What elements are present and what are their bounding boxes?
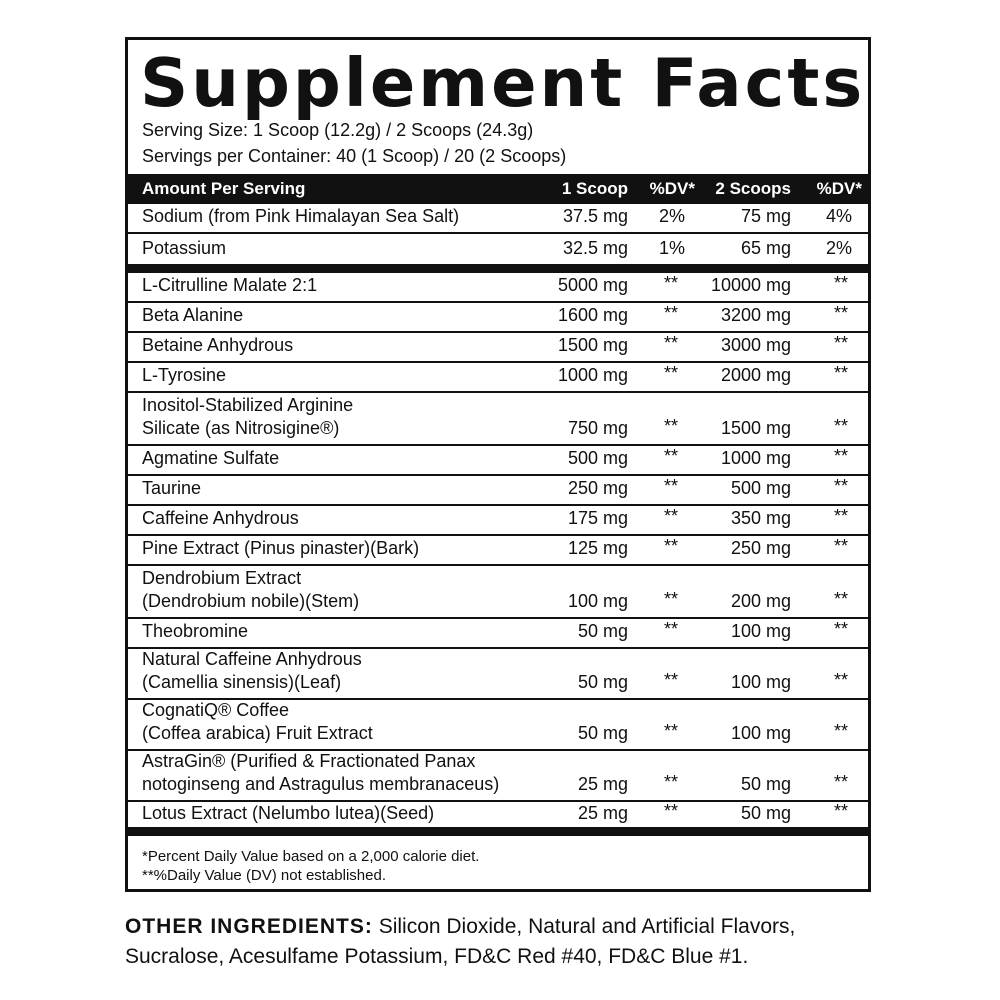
dv-1-scoop: 2% <box>658 206 685 226</box>
table-row <box>128 333 868 363</box>
ingredient-name: Pine Extract (Pinus pinaster)(Bark) <box>142 538 420 558</box>
dv-2-scoops: ** <box>833 363 848 383</box>
amount-1-scoop: 32.5 mg <box>562 238 628 258</box>
table-row <box>128 506 868 536</box>
table-header <box>128 174 868 204</box>
header-amount-per-serving: Amount Per Serving <box>142 179 306 198</box>
dv-1-scoop: ** <box>663 801 678 821</box>
dv-2-scoops: ** <box>833 506 848 526</box>
dv-1-scoop: ** <box>663 772 678 792</box>
table-row <box>128 273 868 303</box>
dv-2-scoops: 2% <box>825 238 852 258</box>
ingredient-name: Potassium <box>142 238 227 258</box>
ingredient-name: Caffeine Anhydrous <box>142 508 299 528</box>
amount-2-scoops: 350 mg <box>730 508 791 528</box>
header-dv-1: %DV* <box>649 179 695 198</box>
dv-1-scoop: ** <box>663 589 678 609</box>
supplement-facts-panel <box>125 37 871 892</box>
table-row <box>128 393 868 446</box>
amount-2-scoops: 65 mg <box>740 238 791 258</box>
dv-1-scoop: 1% <box>658 238 685 258</box>
ingredient-name-line1: AstraGin® (Purified & Fractionated Panax <box>142 751 476 771</box>
other-ingredients-label: OTHER INGREDIENTS: <box>125 915 373 938</box>
amount-1-scoop: 50 mg <box>577 621 628 641</box>
section-divider <box>128 827 868 836</box>
dv-2-scoops: ** <box>833 303 848 323</box>
ingredient-name: Beta Alanine <box>142 305 244 325</box>
amount-1-scoop: 500 mg <box>567 448 628 468</box>
dv-2-scoops: ** <box>833 721 848 741</box>
amount-1-scoop: 1500 mg <box>557 335 628 355</box>
amount-1-scoop: 175 mg <box>567 508 628 528</box>
amount-1-scoop: 750 mg <box>567 418 628 438</box>
table-row <box>128 446 868 476</box>
dv-1-scoop: ** <box>663 670 678 690</box>
dv-2-scoops: ** <box>833 619 848 639</box>
amount-1-scoop: 1000 mg <box>557 365 628 385</box>
ingredient-name: L-Tyrosine <box>142 365 227 385</box>
dv-2-scoops: ** <box>833 446 848 466</box>
section-divider <box>128 264 868 273</box>
amount-2-scoops: 50 mg <box>740 774 791 794</box>
header-2-scoops: 2 Scoops <box>715 179 791 198</box>
amount-2-scoops: 200 mg <box>730 591 791 611</box>
table-row <box>128 234 868 264</box>
other-ingredients <box>125 912 865 972</box>
header-dv-2: %DV* <box>816 179 862 198</box>
amount-1-scoop: 250 mg <box>567 478 628 498</box>
amount-2-scoops: 10000 mg <box>710 275 791 295</box>
dv-1-scoop: ** <box>663 273 678 293</box>
amount-2-scoops: 3000 mg <box>720 335 791 355</box>
amount-2-scoops: 2000 mg <box>720 365 791 385</box>
amount-1-scoop: 25 mg <box>577 803 628 823</box>
ingredient-name-line2: (Dendrobium nobile)(Stem) <box>142 591 360 611</box>
ingredient-name-line2: Silicate (as Nitrosigine®) <box>142 418 340 438</box>
ingredient-name: Theobromine <box>142 621 249 641</box>
amount-2-scoops: 3200 mg <box>720 305 791 325</box>
table-row <box>128 700 868 751</box>
dv-2-scoops: ** <box>833 801 848 821</box>
amount-2-scoops: 75 mg <box>740 206 791 226</box>
dv-1-scoop: ** <box>663 363 678 383</box>
ingredient-name-line2: notoginseng and Astragulus membranaceus) <box>142 774 500 794</box>
amount-1-scoop: 5000 mg <box>557 275 628 295</box>
ingredient-name-line1: CognatiQ® Coffee <box>142 700 290 720</box>
amount-1-scoop: 25 mg <box>577 774 628 794</box>
dv-2-scoops: ** <box>833 670 848 690</box>
amount-2-scoops: 1000 mg <box>720 448 791 468</box>
header-1-scoop: 1 Scoop <box>561 179 628 198</box>
dv-1-scoop: ** <box>663 619 678 639</box>
dv-2-scoops: ** <box>833 536 848 556</box>
amount-1-scoop: 50 mg <box>577 672 628 692</box>
table-row <box>128 536 868 566</box>
amount-2-scoops: 50 mg <box>740 803 791 823</box>
other-ingredients-text: Silicon Dioxide, Natural and Artificial Flavors, Sucralose, Acesulfame Potassium, FD&C Red #40, FD&C Blue #1. <box>125 915 796 968</box>
table-row <box>128 649 868 700</box>
footnote-dv-not-established: **%Daily Value (DV) not established. <box>142 867 387 884</box>
amount-2-scoops: 500 mg <box>730 478 791 498</box>
ingredient-name: L-Citrulline Malate 2:1 <box>142 275 318 295</box>
ingredient-name-line1: Inositol-Stabilized Arginine <box>142 395 354 415</box>
amount-2-scoops: 1500 mg <box>720 418 791 438</box>
ingredient-name-line1: Natural Caffeine Anhydrous <box>142 649 362 669</box>
dv-1-scoop: ** <box>663 416 678 436</box>
serving-size: Serving Size: 1 Scoop (12.2g) / 2 Scoops (24.3g) <box>142 120 534 140</box>
dv-2-scoops: ** <box>833 416 848 436</box>
ingredient-name: Agmatine Sulfate <box>142 448 280 468</box>
dv-1-scoop: ** <box>663 303 678 323</box>
dv-1-scoop: ** <box>663 536 678 556</box>
dv-2-scoops: ** <box>833 273 848 293</box>
table-row <box>128 566 868 619</box>
ingredient-name-line2: (Camellia sinensis)(Leaf) <box>142 672 342 692</box>
footnote-dv: *Percent Daily Value based on a 2,000 calorie diet. <box>142 848 480 865</box>
amount-1-scoop: 100 mg <box>567 591 628 611</box>
ingredient-name: Sodium (from Pink Himalayan Sea Salt) <box>142 206 460 226</box>
ingredient-name: Betaine Anhydrous <box>142 335 294 355</box>
amount-2-scoops: 250 mg <box>730 538 791 558</box>
amount-1-scoop: 1600 mg <box>557 305 628 325</box>
ingredient-name-line1: Dendrobium Extract <box>142 568 302 588</box>
table-row <box>128 204 868 234</box>
dv-1-scoop: ** <box>663 721 678 741</box>
dv-2-scoops: 4% <box>825 206 852 226</box>
dv-2-scoops: ** <box>833 589 848 609</box>
amount-2-scoops: 100 mg <box>730 621 791 641</box>
amount-1-scoop: 50 mg <box>577 723 628 743</box>
ingredient-name-line2: (Coffea arabica) Fruit Extract <box>142 723 373 743</box>
table-row <box>128 619 868 649</box>
table-row <box>128 476 868 506</box>
dv-1-scoop: ** <box>663 333 678 353</box>
amount-1-scoop: 125 mg <box>567 538 628 558</box>
table-row <box>128 303 868 333</box>
servings-per-container: Servings per Container: 40 (1 Scoop) / 20 (2 Scoops) <box>142 146 567 166</box>
page-title: Supplement Facts <box>140 44 866 122</box>
table-row <box>128 751 868 802</box>
table-row <box>128 363 868 393</box>
dv-1-scoop: ** <box>663 506 678 526</box>
amount-2-scoops: 100 mg <box>730 672 791 692</box>
dv-2-scoops: ** <box>833 476 848 496</box>
dv-2-scoops: ** <box>833 333 848 353</box>
dv-2-scoops: ** <box>833 772 848 792</box>
ingredient-name: Taurine <box>142 478 202 498</box>
amount-2-scoops: 100 mg <box>730 723 791 743</box>
dv-1-scoop: ** <box>663 476 678 496</box>
table-row <box>128 802 868 829</box>
ingredient-name: Lotus Extract (Nelumbo lutea)(Seed) <box>142 803 435 823</box>
amount-1-scoop: 37.5 mg <box>562 206 628 226</box>
dv-1-scoop: ** <box>663 446 678 466</box>
